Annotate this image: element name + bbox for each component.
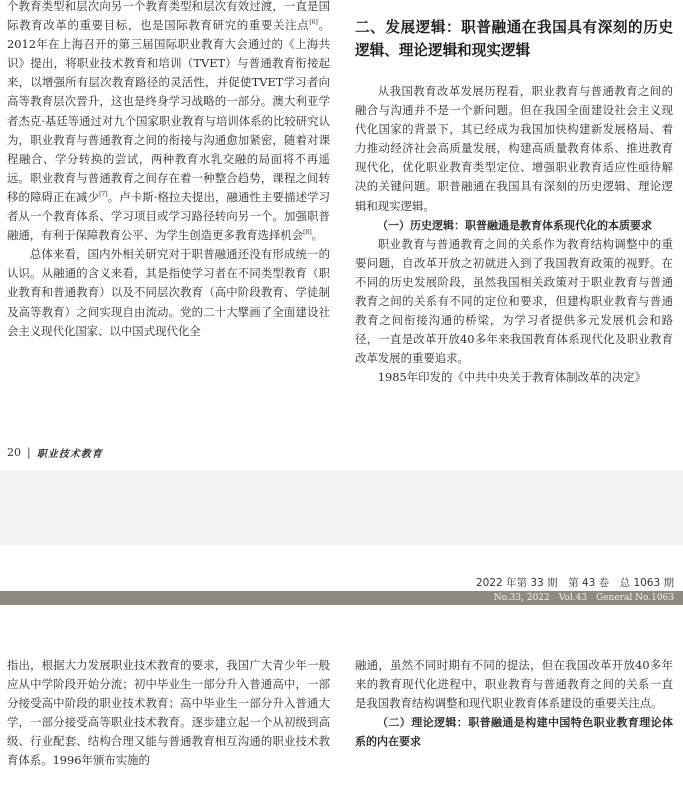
paragraph: 融通，虽然不同时期有不同的提法，但在我国改革开放40多年来的教育现代化进程中，职业教育与普通教育之间的关系一直是我国教育结构调整和现代职业教育体系建设的重要关注点。 bbox=[355, 658, 673, 711]
right-column-top bbox=[355, 82, 673, 388]
section-heading: 二、发展逻辑：职普融通在我国具有深刻的历史逻辑、理论逻辑和现实逻辑 bbox=[355, 19, 673, 59]
issue-header: 2022 年第 33 期 第 43 卷 总 1063 期 bbox=[475, 577, 674, 589]
paragraph: 个教育类型和层次向另一个教育类型和层次有效过渡，一直是国际教育改革的重要目标，也是国际教育研究的重要关注点[6]。2012年在上海召开的第三届国际职业教育大会通过的《上海共识》提出，将职业技术教育和培训（TVET）与普通教育衔接起来，以增强所有层次教育路径的灵活性，并促使TVET学习者向高等教育层次晋升，这也是终身学习战略的一部分。澳大利亚学者杰克·基廷等通过对九个国家职业教育与培训体系的比较研究认为，职业教育与普通教育之间的衔接与沟通愈加紧密，随着对课程融合、学分转换的尝试，两种教育水乳交融的局面将不再遥远。职业教育与普通教育之间存在着一种整合趋势，课程之间转移的障碍正在减少[7]。卢卡斯·格拉夫提出，融通性主要描述学习者从一个教育体系、学习项目或学习路径转向另一个。加强职普融通，有利于保障教育公平、为学生创造更多教育选择机会[8]。 bbox=[7, 0, 330, 243]
citation[interactable]: [6] bbox=[309, 19, 318, 27]
citation[interactable]: [7] bbox=[99, 191, 108, 199]
paragraph: 指出，根据大力发展职业技术教育的要求，我国广大青少年一般应从中学阶段开始分流；初中毕业生一部分升入普通高中，一部分接受高中阶段的职业技术教育；高中毕业生一部分升入普通大学，一部分接受高等职业技术教育。逐步建立起一个从初级到高级、行业配套、结构合理又能与普通教育相互沟通的职业技术教育体系。1996年颁布实施的 bbox=[7, 658, 330, 768]
issue-band: No.33, 2022 Vol.43 General No.1063 bbox=[0, 591, 683, 605]
left-column-bottom bbox=[7, 656, 330, 771]
subheading: （二）理论逻辑：职普融通是构建中国特色职业教育理论体系的内在要求 bbox=[355, 716, 673, 749]
paragraph: 从我国教育改革发展历程看，职业教育与普通教育之间的融合与沟通并不是一个新问题。但在我国全面建设社会主义现代化国家的背景下，其已经成为我国加快构建新发展格局、着力推动经济社会高质量发展，构建高质量教育体系、推进教育现代化，优化职业教育类型定位、增强职业教育适应性亟待解决的关键问题。职普融通在我国具有深刻的历史逻辑、理论逻辑和现实逻辑。 bbox=[355, 84, 673, 213]
citation[interactable]: [8] bbox=[303, 229, 312, 237]
paragraph: 1985年印发的《中共中央关于教育体制改革的决定》 bbox=[377, 370, 646, 385]
page-footer: 20 | 职业技术教育 bbox=[7, 446, 103, 460]
subheading: （一）历史逻辑：职普融通是教育体系现代化的本质要求 bbox=[377, 218, 652, 232]
right-column-bottom bbox=[355, 656, 673, 751]
page-number: 20 bbox=[7, 446, 21, 459]
paragraph: 总体来看，国内外相关研究对于职普融通还没有形成统一的认识。从融通的含义来看，其是指使学习者在不同类型教育（职业教育和普通教育）以及不同层次教育（高中阶段教育、学徒制及高等教育）之间实现自由流动。党的二十大擘画了全面建设社会主义现代化国家、以中国式现代化全 bbox=[7, 247, 330, 338]
paragraph: 职业教育与普通教育之间的关系作为教育结构调整中的重要问题，自改革开放之初就进入到了我国教育政策的视野。在不同的历史发展阶段，虽然我国相关政策对于职业教育与普通教育之间的关系有不同的定位和要求，但建构职业教育与普通教育之间衔接沟通的桥梁，为学习者提供多元发展机会和路径，一直是改革开放40多年来我国教育体系现代化及职业教育改革发展的重要追求。 bbox=[355, 236, 673, 366]
left-column-top bbox=[7, 0, 330, 341]
journal-logo: 职业技术教育 bbox=[36, 449, 103, 460]
